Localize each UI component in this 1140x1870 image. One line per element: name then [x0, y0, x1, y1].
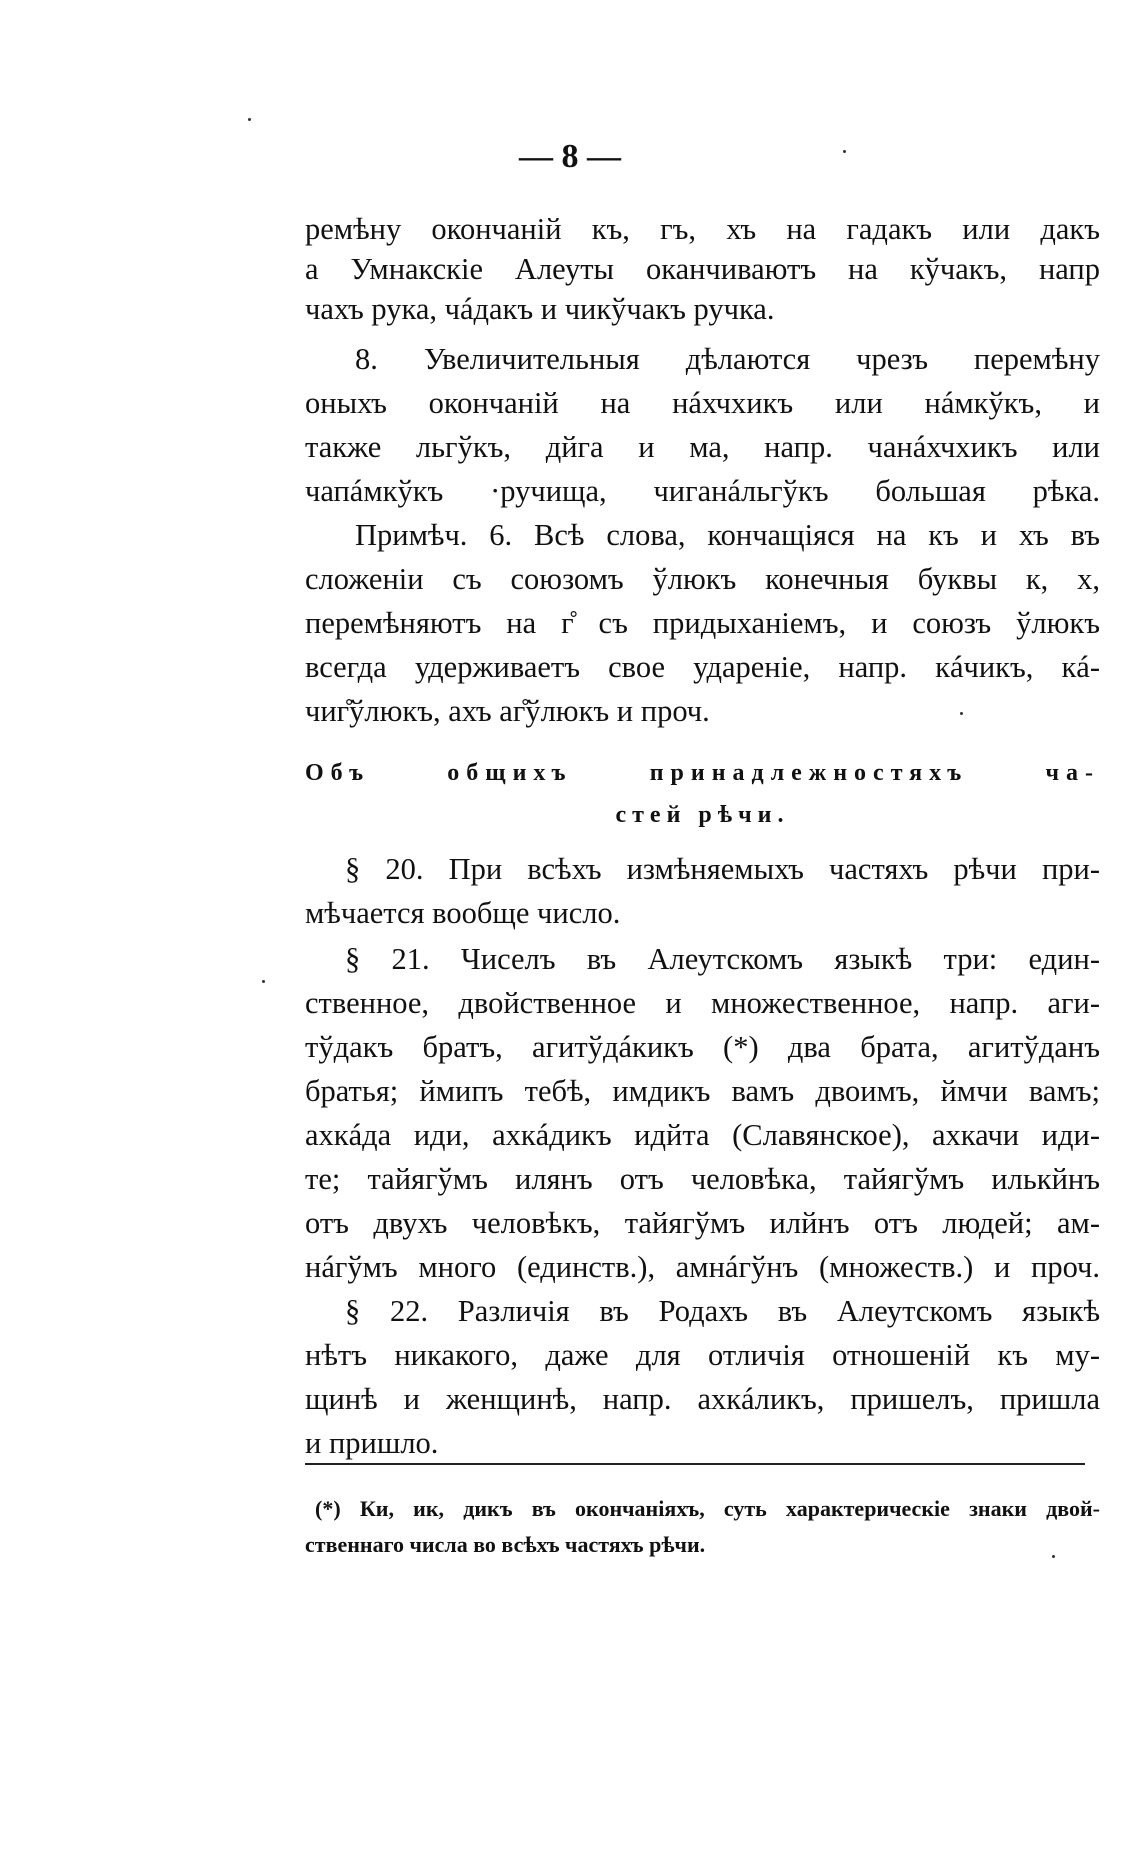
text-line: тўдакъ братъ, агитўдáкикъ (*) два брата, агитўданъ	[305, 1030, 1100, 1064]
text-line: § 21. Чиселъ въ Алеутскомъ языкѣ три: един-	[345, 942, 1100, 976]
text-line: нáгўмъ много (единств.), амнáгўнъ (множеств.) и проч.	[305, 1250, 1100, 1284]
text-line: братья; ймипъ тебѣ, имдикъ вамъ двоимъ, ймчи вамъ;	[305, 1074, 1100, 1108]
text-line: чапáмкўкъ ·ручища, чиганáльгўкъ большая рѣка.	[305, 474, 1100, 508]
heading-line: стей рѣчи.	[615, 802, 790, 828]
text-line: ремѣну окончаній къ, гъ, хъ на гадакъ или дакъ	[305, 212, 1100, 246]
text-line: Примѣч. 6. Всѣ слова, кончащіяся на къ и хъ въ	[355, 518, 1100, 552]
text-line: и пришло.	[305, 1426, 439, 1460]
text-line: оныхъ окончаній на нáхчхикъ или нáмкўкъ, и	[305, 386, 1100, 420]
text-line: § 22. Различія въ Родахъ въ Алеутскомъ языкѣ	[345, 1294, 1100, 1328]
text-line: чахъ рука, чáдакъ и чикўчакъ ручка.	[305, 292, 775, 326]
text-line: всегда удерживаетъ свое удареніе, напр. кáчикъ, кá-	[305, 650, 1100, 684]
text-line: щинѣ и женщинѣ, напр. ахкáликъ, пришелъ, пришла	[305, 1382, 1100, 1416]
text-line: ственное, двойственное и множественное, напр. аги-	[305, 986, 1100, 1020]
text-line: мѣчается вообще число.	[305, 896, 621, 930]
footnote-line: (*) Ки, ик, дикъ въ окончаніяхъ, суть характерическіе знаки двой-	[315, 1496, 1100, 1521]
text-line: перемѣняютъ на г̊ съ придыханіемъ, и союзъ ўлюкъ	[305, 606, 1100, 640]
text-line: 8. Увеличительныя дѣлаются чрезъ перемѣну	[355, 342, 1100, 376]
footnote-rule	[305, 1463, 1085, 1465]
text-line: также льгўкъ, дйга и ма, напр. чанáхчхикъ или	[305, 430, 1100, 464]
text-line: § 20. При всѣхъ измѣняемыхъ частяхъ рѣчи при-	[345, 852, 1100, 886]
scan-speck	[1052, 1555, 1055, 1558]
text-line: сложеніи съ союзомъ ўлюкъ конечныя буквы к, х,	[305, 562, 1100, 596]
scan-speck	[960, 712, 963, 715]
scan-speck	[248, 118, 251, 121]
text-line: чиг̊ўлюкъ, ахъ аг̊ўлюкъ и проч.	[305, 694, 710, 728]
footnote-line: ственнаго числа во всѣхъ частяхъ рѣчи.	[305, 1532, 706, 1557]
text-line: ахкáда иди, ахкáдикъ идйта (Славянское), ахкачи иди-	[305, 1118, 1100, 1152]
text-line: нѣтъ никакого, даже для отличія отношеній къ му-	[305, 1338, 1100, 1372]
heading-line: Объ общихъ принадлежностяхъ ча-	[305, 760, 1100, 786]
text-line: отъ двухъ человѣкъ, тайягўмъ илйнъ отъ людей; ам-	[305, 1206, 1100, 1240]
scan-speck	[843, 150, 846, 153]
text-line: те; тайягўмъ илянъ отъ человѣка, тайягўмъ илькйнъ	[305, 1162, 1100, 1196]
page-number: — 8 —	[519, 138, 621, 175]
scan-speck	[262, 980, 265, 983]
text-line: а Умнакскіе Алеуты оканчиваютъ на кўчакъ, напр	[305, 252, 1100, 286]
